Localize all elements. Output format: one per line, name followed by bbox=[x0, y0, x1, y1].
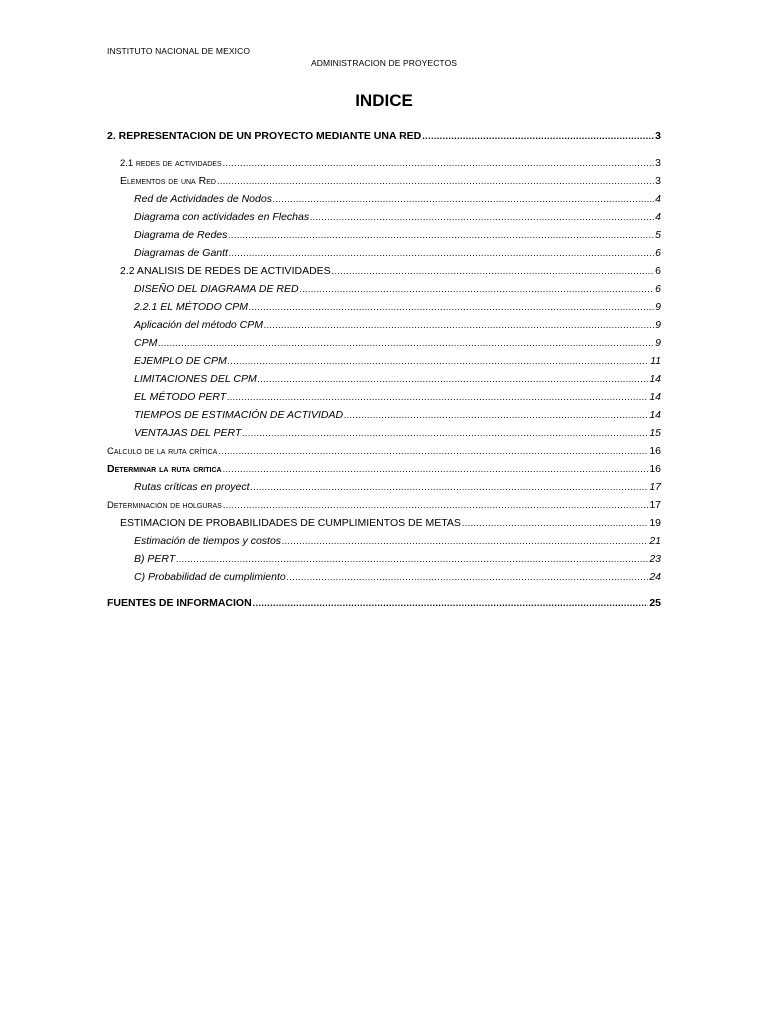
toc-entry-page: 15 bbox=[649, 427, 661, 439]
toc-entry-page: 16 bbox=[649, 445, 661, 457]
toc-entry-page: 21 bbox=[649, 535, 661, 547]
toc-entry-label: EJEMPLO DE CPM bbox=[134, 355, 227, 367]
toc-entry-page: 25 bbox=[649, 597, 661, 609]
toc-entry-page: 14 bbox=[649, 373, 661, 385]
toc-entry-page: 14 bbox=[649, 409, 661, 421]
toc-entry-label: Calculo de la ruta crítica bbox=[107, 446, 218, 457]
toc-entry-label: 2. REPRESENTACION DE UN PROYECTO MEDIANTE UNA RED bbox=[107, 130, 422, 142]
toc-leader-dots bbox=[282, 532, 648, 550]
toc-entry-label: CPM bbox=[134, 337, 158, 349]
toc-entry-page: 5 bbox=[655, 229, 661, 241]
toc-entry-label: C) Probabilidad de cumplimiento bbox=[134, 571, 286, 583]
toc-leader-dots bbox=[300, 280, 655, 298]
toc-leader-dots bbox=[242, 424, 648, 442]
toc-entry-page: 16 bbox=[649, 463, 661, 475]
toc-entry-label: Diagrama con actividades en Flechas bbox=[134, 211, 310, 223]
toc-leader-dots bbox=[287, 568, 649, 586]
toc-entry-page: 3 bbox=[655, 157, 661, 169]
toc-leader-dots bbox=[176, 550, 648, 568]
toc-leader-dots bbox=[223, 154, 655, 172]
toc-entry-label: EL MÉTODO PERT bbox=[134, 391, 227, 403]
toc-entry-label: Red de Actividades de Nodos bbox=[134, 193, 272, 205]
toc-leader-dots bbox=[253, 594, 649, 612]
toc-entry[interactable] bbox=[107, 127, 661, 145]
toc-entry-page: 11 bbox=[650, 355, 661, 367]
toc-entry-label: ESTIMACION DE PROBABILIDADES DE CUMPLIMIENTOS DE METAS bbox=[120, 517, 461, 529]
toc-entry-page: 3 bbox=[655, 130, 661, 142]
toc-entry[interactable] bbox=[107, 594, 661, 612]
toc-entry[interactable] bbox=[107, 478, 661, 496]
toc-entry-page: 6 bbox=[655, 265, 661, 277]
toc-entry-page: 14 bbox=[649, 391, 661, 403]
toc-entry[interactable] bbox=[107, 190, 661, 208]
toc-entry-page: 6 bbox=[655, 247, 661, 259]
toc-leader-dots bbox=[310, 208, 654, 226]
toc-entry[interactable] bbox=[107, 226, 661, 244]
toc-entry-page: 19 bbox=[649, 517, 661, 529]
toc-entry[interactable] bbox=[107, 316, 661, 334]
toc-leader-dots bbox=[249, 298, 654, 316]
toc-entry[interactable] bbox=[107, 370, 661, 388]
toc-leader-dots bbox=[228, 226, 654, 244]
toc-entry-page: 4 bbox=[655, 193, 661, 205]
toc-entry[interactable] bbox=[107, 244, 661, 262]
toc-entry[interactable] bbox=[107, 550, 661, 568]
toc-leader-dots bbox=[332, 262, 655, 280]
toc-entry-page: 3 bbox=[655, 175, 661, 187]
toc-leader-dots bbox=[217, 172, 654, 190]
toc-entry[interactable] bbox=[107, 154, 661, 172]
toc-entry-label: DISEÑO DEL DIAGRAMA DE RED bbox=[134, 283, 299, 295]
toc-entry[interactable] bbox=[107, 424, 661, 442]
toc-leader-dots bbox=[273, 190, 654, 208]
toc-entry-label: 2.2 ANALISIS DE REDES DE ACTIVIDADES bbox=[120, 265, 331, 277]
toc-entry-page: 23 bbox=[649, 553, 661, 565]
toc-entry[interactable] bbox=[107, 298, 661, 316]
toc-entry-label: VENTAJAS DEL PERT bbox=[134, 427, 242, 439]
toc-entry-label: Diagrama de Redes bbox=[134, 229, 228, 241]
toc-leader-dots bbox=[158, 334, 654, 352]
toc-entry-label: Determinar la ruta critica bbox=[107, 463, 222, 475]
header-course: ADMINISTRACION DE PROYECTOS bbox=[310, 58, 458, 68]
toc-leader-dots bbox=[462, 514, 648, 532]
toc-entry[interactable] bbox=[107, 496, 661, 514]
toc-entry[interactable] bbox=[107, 172, 661, 190]
toc-leader-dots bbox=[251, 478, 649, 496]
toc-entry-label: Elementos de una Red bbox=[120, 175, 216, 187]
toc-entry[interactable] bbox=[107, 442, 661, 460]
toc-entry[interactable] bbox=[107, 514, 661, 532]
toc-entry-label: 2.2.1 EL MÉTODO CPM bbox=[134, 301, 248, 313]
toc-entry[interactable] bbox=[107, 406, 661, 424]
toc-entry-page: 24 bbox=[649, 571, 661, 583]
toc-entry-page: 17 bbox=[649, 481, 661, 493]
toc-leader-dots bbox=[218, 442, 648, 460]
toc-entry-label: B) PERT bbox=[134, 553, 176, 565]
toc-leader-dots bbox=[223, 460, 649, 478]
toc-entry-label: Determinación de holguras bbox=[107, 500, 222, 511]
toc-entry-page: 9 bbox=[655, 337, 661, 349]
page-title: INDICE bbox=[355, 91, 413, 110]
toc-entry-label: TIEMPOS DE ESTIMACIÓN DE ACTIVIDAD bbox=[134, 409, 344, 421]
toc-entry[interactable] bbox=[107, 280, 661, 298]
toc-entry-page: 6 bbox=[655, 283, 661, 295]
toc-leader-dots bbox=[264, 316, 654, 334]
toc-leader-dots bbox=[223, 496, 648, 514]
toc-entry[interactable] bbox=[107, 352, 661, 370]
toc-entry-label: 2.1 redes de actividades bbox=[120, 158, 222, 169]
toc-entry-label: Estimación de tiempos y costos bbox=[134, 535, 282, 547]
toc-leader-dots bbox=[258, 370, 649, 388]
toc-leader-dots bbox=[228, 352, 649, 370]
toc-entry[interactable] bbox=[107, 532, 661, 550]
toc-entry[interactable] bbox=[107, 460, 661, 478]
toc-leader-dots bbox=[344, 406, 648, 424]
toc-entry-page: 17 bbox=[649, 499, 661, 511]
table-of-contents bbox=[107, 127, 661, 612]
toc-entry-label: Aplicación del método CPM bbox=[134, 319, 263, 331]
toc-entry[interactable] bbox=[107, 568, 661, 586]
toc-entry[interactable] bbox=[107, 334, 661, 352]
toc-entry-page: 4 bbox=[655, 211, 661, 223]
toc-entry-page: 9 bbox=[655, 319, 661, 331]
toc-leader-dots bbox=[227, 388, 648, 406]
toc-entry-label: Diagramas de Gantt bbox=[134, 247, 228, 259]
toc-entry-label: LIMITACIONES DEL CPM bbox=[134, 373, 257, 385]
header-institution: INSTITUTO NACIONAL DE MEXICO bbox=[107, 46, 251, 56]
toc-entry-page: 9 bbox=[655, 301, 661, 313]
toc-entry[interactable] bbox=[107, 262, 661, 280]
toc-entry-label: FUENTES DE INFORMACION bbox=[107, 597, 252, 609]
toc-entry[interactable] bbox=[107, 388, 661, 406]
toc-leader-dots bbox=[229, 244, 654, 262]
toc-entry-label: Rutas críticas en proyect bbox=[134, 481, 250, 493]
toc-entry[interactable] bbox=[107, 208, 661, 226]
toc-leader-dots bbox=[422, 127, 654, 145]
